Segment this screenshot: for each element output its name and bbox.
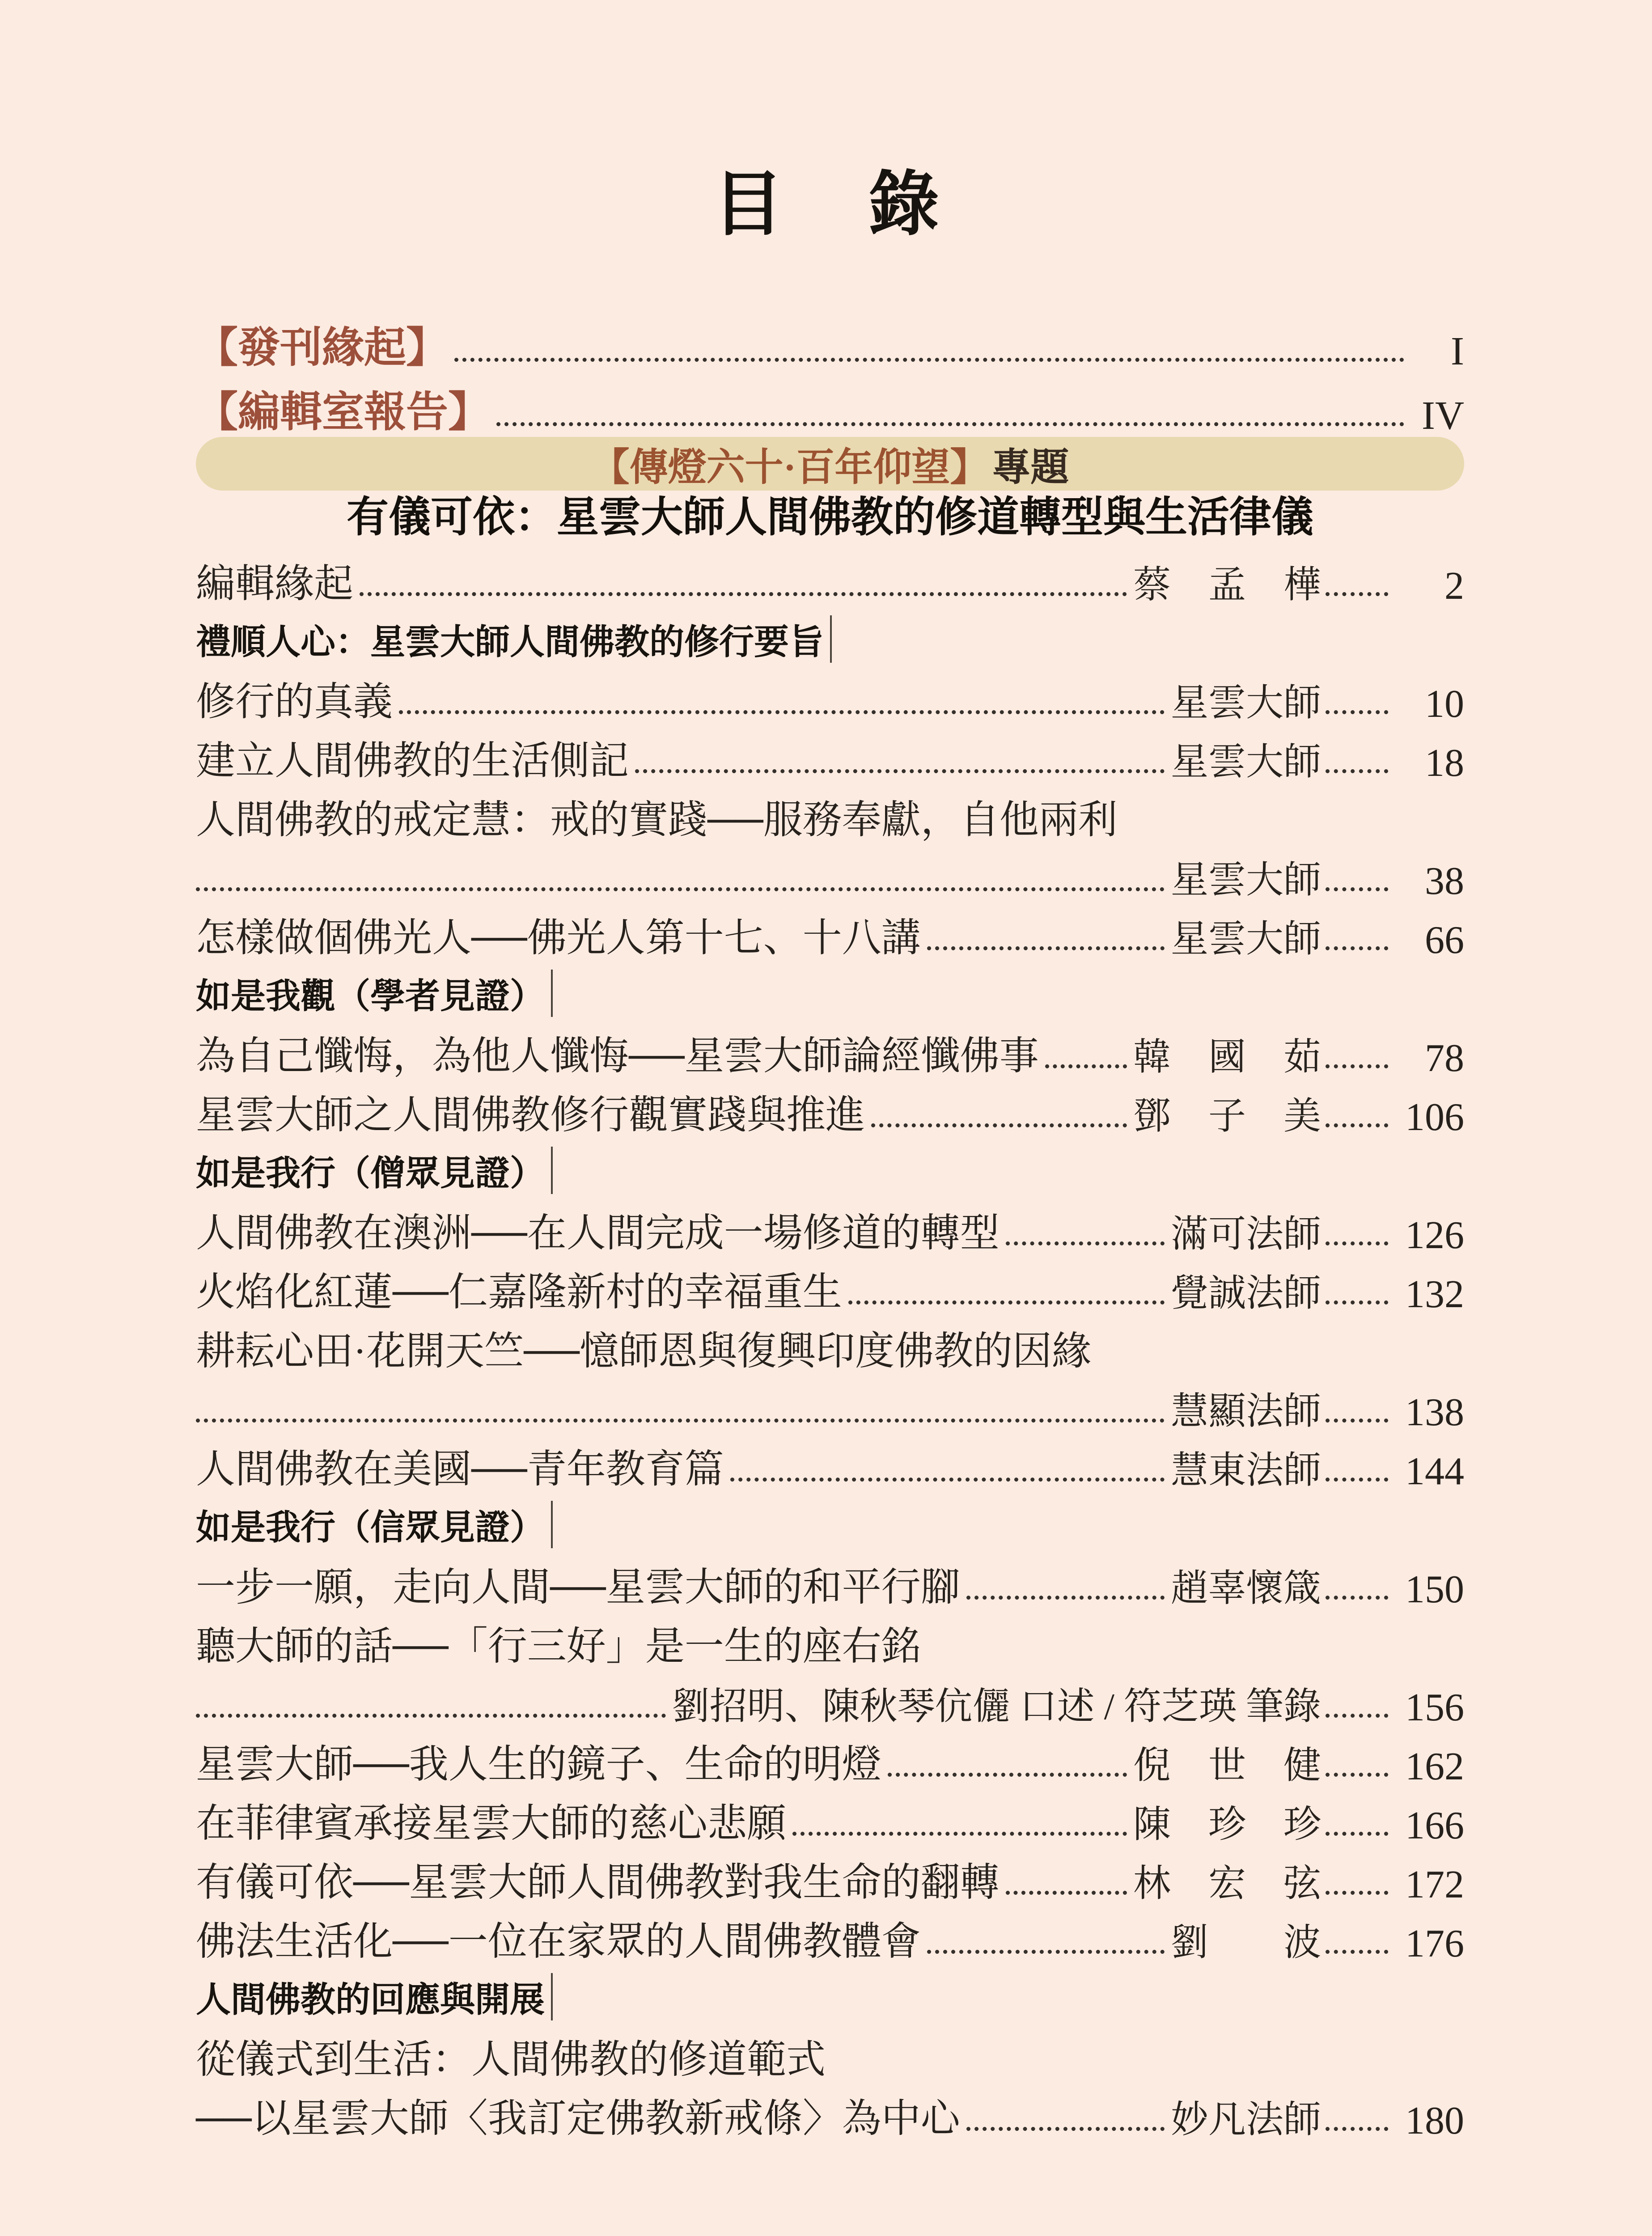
page-number: 150: [1405, 1568, 1464, 1611]
section-header: [196, 964, 1464, 1023]
page-number: 180: [1405, 2099, 1464, 2143]
dotted-leader-short: [1326, 1832, 1388, 1836]
dotted-leader: [792, 1832, 1127, 1836]
dotted-leader-short: [1326, 1300, 1388, 1304]
dotted-leader-short: [1326, 2127, 1388, 2131]
toc-row: [196, 1259, 1464, 1318]
toc-row: [196, 551, 1464, 610]
dotted-leader-short: [1326, 1419, 1388, 1423]
page-number: 144: [1405, 1450, 1464, 1493]
entry-title: 在菲律賓承接星雲大師的慈心悲願: [196, 1802, 787, 1846]
dotted-leader: [1006, 1891, 1127, 1895]
page-number: IV: [1422, 394, 1464, 438]
toc-row: [196, 1849, 1464, 1908]
entry-author: 慧東法師: [1170, 1450, 1321, 1491]
dotted-leader: [888, 1773, 1127, 1777]
toc-row: [196, 2085, 1464, 2144]
toc-row: [196, 1613, 1464, 1672]
section-header-label: 如是我行（僧眾見證）: [196, 1153, 545, 1193]
entry-title: ──以星雲大師〈我訂定佛教新戒條〉為中心: [196, 2097, 960, 2141]
section-header-bar: [551, 970, 553, 1017]
dotted-leader: [1045, 1064, 1127, 1068]
section-header-bar: [551, 1147, 553, 1194]
entry-author: 劉招明、陳秋琴伉儷 口述 / 符芝瑛 筆錄: [672, 1686, 1321, 1728]
entry-title: 星雲大師──我人生的鏡子、生命的明燈: [196, 1743, 881, 1787]
dotted-leader: [196, 1419, 1165, 1423]
entry-title: 人間佛教的戒定慧：戒的實踐──服務奉獻，自他兩利: [196, 799, 1118, 842]
dotted-leader-short: [1326, 1064, 1388, 1068]
page-number: 156: [1405, 1686, 1464, 1729]
entry-title: 編輯緣起: [196, 563, 354, 606]
dotted-leader-short: [1326, 710, 1388, 714]
page-number: 78: [1425, 1037, 1464, 1080]
page-title-text: 目錄: [713, 166, 1024, 244]
toc-row: [196, 2026, 1464, 2085]
entry-title: 人間佛教在澳洲──在人間完成一場修道的轉型: [196, 1212, 1000, 1255]
dotted-leader-short: [1326, 1714, 1388, 1718]
front-matter-label: 【編輯室報告】: [196, 389, 491, 436]
dotted-leader-short: [1326, 1950, 1388, 1954]
page-number: 106: [1405, 1096, 1464, 1139]
banner-highlight-label: 【傳燈六十·百年仰望】: [591, 446, 989, 489]
dotted-leader-short: [1326, 1123, 1388, 1127]
toc-row: [196, 1200, 1464, 1259]
entry-author: 滿可法師: [1170, 1214, 1321, 1255]
page-number: 18: [1425, 741, 1464, 785]
toc-row: [196, 1908, 1464, 1967]
toc-row: [196, 1554, 1464, 1613]
entry-author: 星雲大師: [1170, 919, 1321, 960]
front-matter-label: 【發刊緣起】: [196, 325, 449, 371]
toc-row: [196, 846, 1464, 905]
page-number: 162: [1405, 1745, 1464, 1788]
entry-author: 劉 波: [1170, 1922, 1321, 1964]
toc-row: [196, 905, 1464, 964]
dotted-leader: [635, 769, 1165, 773]
page-title: [0, 0, 1652, 249]
entry-author: 星雲大師: [1170, 682, 1321, 724]
dotted-leader: [730, 1478, 1165, 1482]
section-header: [196, 610, 1464, 669]
dotted-leader: [848, 1300, 1165, 1304]
entry-title: 怎樣做個佛光人──佛光人第十七、十八講: [196, 917, 921, 960]
section-header-label: 如是我行（信眾見證）: [196, 1508, 545, 1547]
page-number: 166: [1405, 1804, 1464, 1847]
entry-title: 從儀式到生活：人間佛教的修道範式: [196, 2038, 826, 2082]
entry-title: 火焰化紅蓮──仁嘉隆新村的幸福重生: [196, 1271, 842, 1314]
dotted-leader: [927, 946, 1165, 950]
page-number: 176: [1405, 1922, 1464, 1965]
dotted-leader: [496, 422, 1404, 426]
section-header: [196, 1967, 1464, 2026]
toc-row: [196, 787, 1464, 846]
entry-author: 韓 國 茹: [1133, 1037, 1321, 1078]
section-header-bar: [551, 1973, 553, 2020]
toc-row: [196, 728, 1464, 787]
toc-row: [196, 669, 1464, 728]
page-number: 172: [1405, 1863, 1464, 1906]
dotted-leader: [1006, 1241, 1165, 1245]
toc-row: [196, 1082, 1464, 1141]
entry-title: 建立人間佛教的生活側記: [196, 740, 629, 783]
entry-author: 妙凡法師: [1170, 2099, 1321, 2141]
dotted-leader: [927, 1950, 1165, 1954]
dotted-leader: [399, 710, 1165, 714]
page-number: 10: [1425, 682, 1464, 726]
entry-author: 鄧 子 美: [1133, 1096, 1321, 1137]
page-number: 66: [1425, 919, 1464, 962]
entry-author: 覺誠法師: [1170, 1273, 1321, 1314]
toc-row: [196, 1436, 1464, 1495]
dotted-leader: [966, 1596, 1165, 1600]
dotted-leader: [196, 1714, 666, 1718]
toc-row: [196, 1672, 1464, 1731]
entry-title: 修行的真義: [196, 681, 393, 724]
front-matter-row: [196, 311, 1464, 375]
entry-author: 慧顯法師: [1170, 1391, 1321, 1432]
page-number: 132: [1405, 1273, 1464, 1316]
entry-title: 有儀可依──星雲大師人間佛教對我生命的翻轉: [196, 1861, 1000, 1905]
toc-row: [196, 1023, 1464, 1082]
entry-author: 林 宏 弦: [1133, 1863, 1321, 1905]
entry-author: 倪 世 健: [1133, 1745, 1321, 1787]
page-number: I: [1451, 329, 1464, 373]
entry-author: 趙辜懷箴: [1170, 1568, 1321, 1609]
toc-row: [196, 1731, 1464, 1790]
special-topic-banner: [196, 437, 1464, 491]
dotted-leader-short: [1326, 946, 1388, 950]
section-header-bar: [830, 615, 832, 663]
special-topic-title: 有儀可依：星雲大師人間佛教的修道轉型與生活律儀: [346, 494, 1313, 541]
entry-author: 星雲大師: [1170, 860, 1321, 901]
content-area: [0, 311, 1652, 2144]
entry-title: 一步一願，走向人間──星雲大師的和平行腳: [196, 1566, 960, 1609]
toc-list: [196, 551, 1464, 2144]
toc-row: [196, 1377, 1464, 1436]
page-number: 126: [1405, 1214, 1464, 1257]
dotted-leader: [966, 2127, 1165, 2131]
section-header-label: 禮順人心：星雲大師人間佛教的修行要旨: [196, 622, 824, 661]
dotted-leader-short: [1326, 1891, 1388, 1895]
dotted-leader: [871, 1123, 1127, 1127]
page-number: 38: [1425, 860, 1464, 903]
section-header: [196, 1141, 1464, 1200]
dotted-leader: [360, 592, 1127, 596]
dotted-leader-short: [1326, 769, 1388, 773]
entry-author: 陳 珍 珍: [1133, 1804, 1321, 1846]
dotted-leader-short: [1326, 1478, 1388, 1482]
front-matter-list: [196, 311, 1464, 440]
toc-row: [196, 1318, 1464, 1377]
page-number: 2: [1444, 564, 1464, 608]
entry-author: 星雲大師: [1170, 741, 1321, 783]
entry-title: 為自己懺悔，為他人懺悔──星雲大師論經懺佛事: [196, 1035, 1039, 1078]
page-number: 138: [1405, 1391, 1464, 1434]
section-header: [196, 1495, 1464, 1554]
dotted-leader-short: [1326, 1773, 1388, 1777]
entry-author: 蔡 孟 樺: [1133, 564, 1321, 606]
dotted-leader-short: [1326, 1241, 1388, 1245]
entry-title: 耕耘心田·花開天竺──憶師恩與復興印度佛教的因緣: [196, 1330, 1092, 1373]
dotted-leader-short: [1326, 1596, 1388, 1600]
dotted-leader: [454, 358, 1404, 362]
toc-row: [196, 1790, 1464, 1849]
banner-suffix-label: 專題: [992, 446, 1069, 489]
entry-title: 星雲大師之人間佛教修行觀實踐與推進: [196, 1094, 865, 1137]
dotted-leader: [196, 887, 1165, 891]
dotted-leader-short: [1326, 887, 1388, 891]
section-header-label: 如是我觀（學者見證）: [196, 976, 545, 1016]
section-header-label: 人間佛教的回應與開展: [196, 1980, 545, 2019]
section-header-bar: [551, 1501, 553, 1548]
entry-title: 佛法生活化──一位在家眾的人間佛教體會: [196, 1920, 921, 1964]
entry-title: 人間佛教在美國──青年教育篇: [196, 1448, 724, 1491]
dotted-leader-short: [1326, 592, 1388, 596]
front-matter-row: [196, 375, 1464, 440]
entry-title: 聽大師的話──「行三好」是一生的座右銘: [196, 1625, 921, 1669]
